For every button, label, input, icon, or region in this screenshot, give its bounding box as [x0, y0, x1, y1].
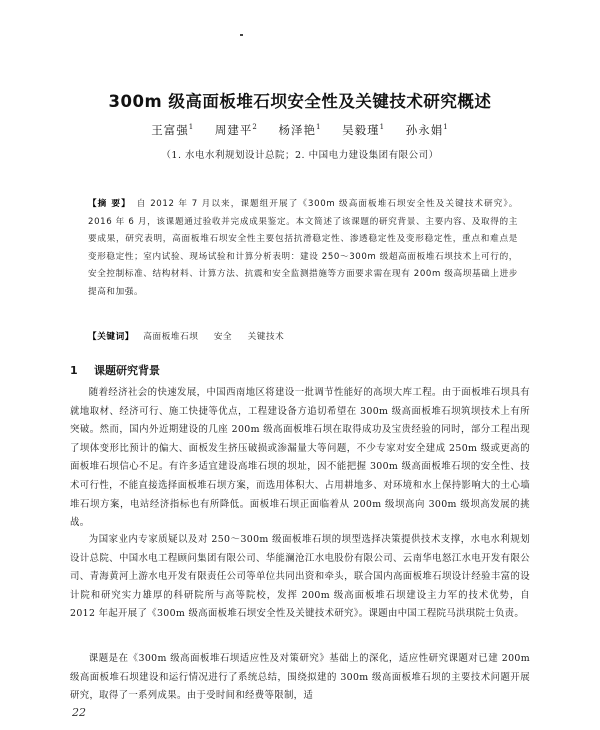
page-number: 22: [72, 706, 86, 719]
keywords-label: 【关键词】: [88, 332, 134, 342]
abstract-text: 自 2012 年 7 月以来，课题组开展了《300m 级高面板堆石坝安全性及关键技术研究》。2016 年 6 月，该课题通过验收并完成成果鉴定。本文简述了该课题的研究背景、主要内容、及取得的主要成果，研究表明，高面板堆石坝安全性主要包括抗滑稳定性、渗透稳定性及变形稳定性，重点和难点是变形稳定性；室内试验、现场试验和计算分析表明：建设 250～300m 级超高面板堆石坝技术上可行的，安全控制标准、结构材料、计算方法、抗震和安全监测措施等方面要求需在现有 200m 级高坝基础上进步提高和加强。: [88, 199, 519, 297]
keyword: 关键技术: [247, 332, 285, 342]
affiliations: （1. 水电水利规划设计总院；2. 中国电力建设集团有限公司）: [161, 150, 439, 161]
author: 孙永娟$^1$: [405, 123, 449, 137]
author: 吴毅瑾$^1$: [342, 123, 386, 137]
author: 杨泽艳$^1$: [278, 123, 322, 137]
scan-mark: [240, 34, 243, 36]
section-number: 1: [70, 364, 78, 377]
keywords: [88, 330, 518, 342]
abstract: [88, 196, 518, 302]
body-paragraph: 为国家业内专家质疑以及对 250～300m 级面板堆石坝的坝型选择决策提供技术支撑，水电水利规划设计总院、中国水电工程顾问集团有限公司、华能澜沧江水电股份有限公司、云南华电怒江水电开发有限公司、青海黄河上游水电开发有限责任公司等单位共同出资和牵头，联合国内高面板堆石坝设计经验丰富的设计院和研究实力雄厚的科研院所与高等院校，发挥 200m 级高面板堆石坝建设主力军的技术优势，自 2012 年起开展了《300m 级高面板堆石坝安全性及关键技术研究》。课题由中国工程院马洪琪院士负责。: [70, 534, 530, 620]
author: 王富强$^1$: [151, 123, 195, 137]
section-title: 课题研究背景: [94, 364, 160, 377]
abstract-label: 【摘 要】: [88, 199, 131, 209]
keyword: 安全: [213, 332, 233, 342]
paper-title: 300m 级高面板堆石坝安全性及关键技术研究概述: [108, 92, 492, 111]
body-paragraph: 随着经济社会的快速发展，中国西南地区将建设一批调节性能好的高坝大库工程。由于面板堆石坝具有就地取材、经济可行、施工快捷等优点，工程建设备方追切希望在 300m 级高面板堆石坝筑坝技术上有所突破。然而，国内外近期建设的几座 200m 级高面板堆石坝在取得成功及宝贵经验的同时，部分工程出现了坝体变形比预计的偏大、面板发生挤压破损或渗漏量大等问题，不少专家对安全建成 250m 级或更高的面板堆石坝信心不足。有许多适宜建设高堆石坝的坝址，因不能把握 300m 级高面板堆石坝的安全性、技术可行性，不能直接选择面板堆石坝方案，而选用体积大、占用耕地多、对环境和水上保持影响大的土心墙堆石坝方案，电站经济指标也有所降低。面板堆石坝正面临着从 200m 级坝高向 300m 级坝高发展的挑战。: [70, 387, 530, 529]
author-list: [0, 122, 600, 138]
section-heading: [70, 362, 160, 378]
body-paragraph: 课题是在《300m 级高面板堆石坝适应性及对策研究》基础上的深化，适应性研究课题对已建 200m 级高面板堆石坝建设和运行情况进行了系统总结，围绕拟建的 300m 级高面板堆石坝的主要技术问题开展研究，取得了一系列成果。由于受时间和经费等限制，适: [70, 653, 530, 702]
keyword: 高面板堆石坝: [143, 332, 199, 342]
author: 周建平$^2$: [214, 123, 258, 137]
